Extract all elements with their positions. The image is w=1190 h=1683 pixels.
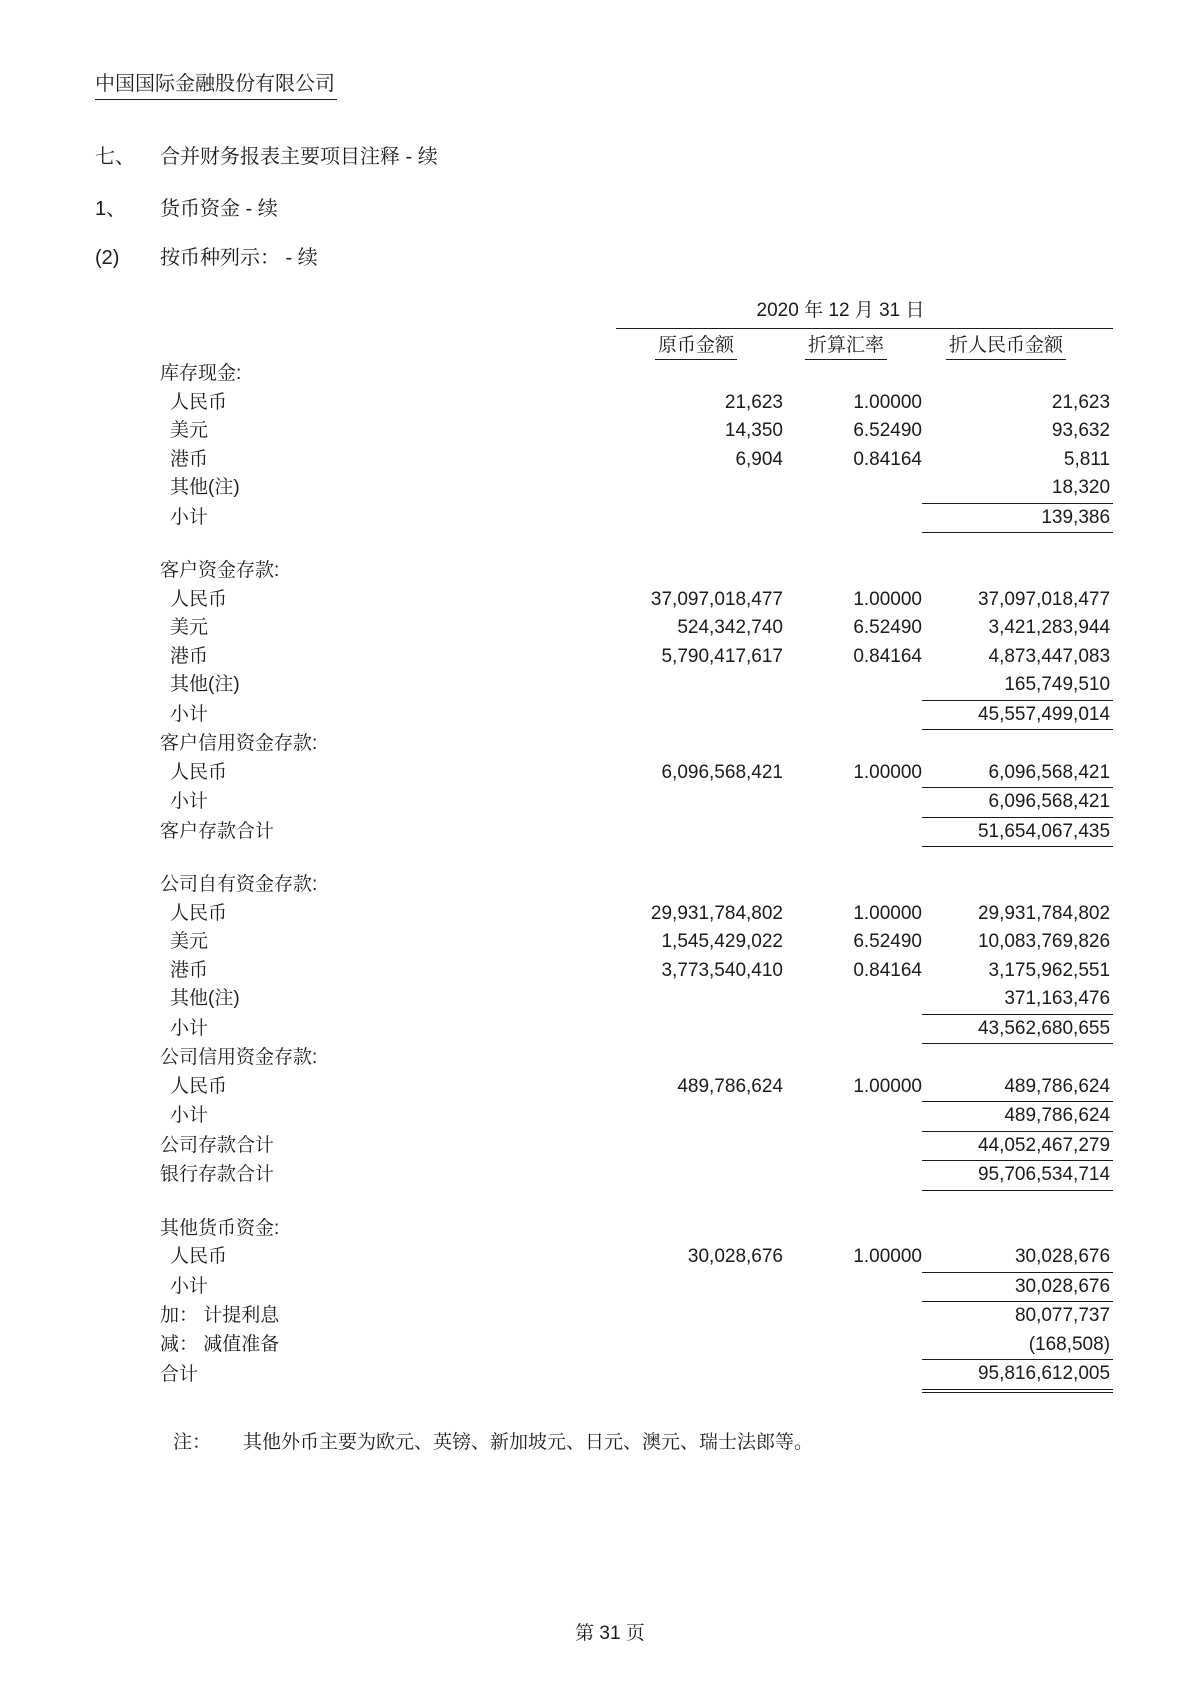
section-row	[158, 557, 1113, 586]
row-label: 客户信用资金存款:	[160, 732, 318, 754]
table-row	[158, 817, 1113, 847]
exchange-rate	[783, 1272, 922, 1302]
original-currency-amount: 6,096,568,421	[661, 761, 783, 783]
section-row	[158, 730, 1113, 759]
rmb-equivalent-amount	[922, 1215, 1113, 1244]
rmb-equivalent-amount: 489,786,624	[922, 1073, 1113, 1102]
exchange-rate	[783, 871, 922, 900]
rmb-equivalent-amount: 45,557,499,014	[922, 700, 1113, 730]
row-label: 人民币	[170, 902, 228, 924]
exchange-rate: 1.00000	[853, 902, 922, 924]
row-label: 小计	[170, 703, 209, 725]
rmb-equivalent-amount: 51,654,067,435	[922, 817, 1113, 847]
original-currency-amount: 1,545,429,022	[661, 931, 783, 952]
exchange-rate	[783, 1360, 922, 1391]
rmb-equivalent-amount: 29,931,784,802	[977, 902, 1111, 924]
table-row	[158, 700, 1113, 730]
original-currency-amount	[520, 503, 783, 533]
original-currency-amount	[520, 1044, 783, 1073]
rmb-equivalent-amount: 18,320	[922, 474, 1113, 503]
table-row	[158, 1014, 1113, 1044]
table-row	[158, 1302, 1113, 1331]
exchange-rate	[783, 474, 922, 503]
rmb-equivalent-amount: 95,706,534,714	[922, 1161, 1113, 1191]
exchange-rate	[783, 700, 922, 730]
section-number: 七、	[95, 146, 135, 168]
row-label: 其他货币资金:	[160, 1217, 280, 1239]
table-row	[158, 446, 1113, 475]
subsection-number: 1、	[95, 198, 127, 220]
rmb-equivalent-amount: (168,508)	[922, 1331, 1113, 1360]
column-header-exchange-rate: 折算汇率	[783, 330, 922, 360]
table-row	[158, 417, 1113, 446]
spacer-row	[158, 533, 1113, 558]
rmb-equivalent-amount: 95,816,612,005	[922, 1360, 1113, 1391]
section-row	[158, 1044, 1113, 1073]
subsection-heading	[95, 196, 278, 222]
exchange-rate	[783, 1302, 922, 1331]
row-label: 港币	[170, 448, 209, 470]
rmb-equivalent-amount: 30,028,676	[922, 1243, 1113, 1272]
rmb-equivalent-amount: 5,811	[1063, 448, 1111, 470]
rmb-equivalent-amount: 6,096,568,421	[922, 788, 1113, 818]
spacer-cell	[158, 1190, 1113, 1215]
row-label: 公司存款合计	[160, 1134, 275, 1156]
table-row	[158, 928, 1113, 957]
original-currency-amount: 14,350	[724, 420, 783, 441]
row-label: 小计	[170, 1017, 209, 1039]
rmb-equivalent-amount: 4,873,447,083	[988, 645, 1111, 667]
original-currency-amount: 37,097,018,477	[650, 588, 783, 610]
rmb-equivalent-amount: 21,623	[1051, 391, 1111, 413]
date-header: 2020 年 12 月 31 日	[616, 296, 1113, 329]
empty-cell	[158, 330, 520, 360]
item-title: 按币种列示： - 续	[160, 247, 318, 269]
exchange-rate: 1.00000	[853, 1075, 922, 1097]
row-label: 小计	[170, 1105, 209, 1126]
exchange-rate: 6.52490	[853, 617, 922, 638]
row-label: 小计	[170, 791, 209, 812]
rmb-equivalent-amount: 3,175,962,551	[988, 959, 1111, 981]
rmb-equivalent-amount	[922, 557, 1113, 586]
row-label: 减： 减值准备	[160, 1333, 280, 1355]
rmb-equivalent-amount: 37,097,018,477	[977, 588, 1111, 610]
original-currency-amount	[520, 1302, 783, 1331]
row-label: 银行存款合计	[160, 1164, 275, 1185]
original-currency-amount: 29,931,784,802	[650, 902, 783, 924]
original-currency-amount	[520, 671, 783, 700]
rmb-equivalent-amount: 30,028,676	[922, 1272, 1113, 1302]
row-label: 人民币	[170, 1246, 228, 1268]
exchange-rate: 6.52490	[853, 931, 922, 952]
spacer-cell	[158, 533, 1113, 558]
row-label: 公司自有资金存款:	[160, 874, 318, 895]
rmb-equivalent-amount	[922, 730, 1113, 759]
rmb-equivalent-amount: 3,421,283,944	[988, 617, 1111, 638]
table-row	[158, 643, 1113, 672]
original-currency-amount	[520, 1161, 783, 1191]
original-currency-amount	[520, 474, 783, 503]
row-label: 公司信用资金存款:	[160, 1046, 318, 1068]
footnote	[173, 1430, 813, 1456]
rmb-equivalent-amount: 139,386	[922, 503, 1113, 533]
exchange-rate	[783, 1102, 922, 1132]
item-heading	[95, 245, 318, 271]
original-currency-amount: 3,773,540,410	[661, 959, 783, 981]
exchange-rate: 1.00000	[853, 588, 922, 610]
exchange-rate	[783, 788, 922, 818]
row-label: 小计	[170, 506, 209, 528]
row-label: 客户资金存款:	[160, 560, 280, 581]
rmb-equivalent-amount: 489,786,624	[922, 1102, 1113, 1132]
section-title: 合并财务报表主要项目注释 - 续	[160, 146, 438, 168]
row-label: 美元	[170, 420, 209, 441]
original-currency-amount	[520, 700, 783, 730]
original-currency-amount	[520, 1360, 783, 1391]
subsection-title: 货币资金 - 续	[160, 198, 278, 220]
table-row	[158, 1331, 1113, 1360]
table-row	[158, 1272, 1113, 1302]
exchange-rate	[783, 985, 922, 1014]
exchange-rate: 0.84164	[853, 645, 922, 667]
exchange-rate	[783, 1131, 922, 1161]
date-header-row	[158, 296, 1113, 330]
original-currency-amount	[520, 1331, 783, 1360]
exchange-rate	[783, 1044, 922, 1073]
rmb-equivalent-amount	[922, 360, 1113, 389]
rmb-equivalent-amount: 165,749,510	[922, 671, 1113, 700]
column-header-row	[158, 330, 1113, 360]
rmb-equivalent-amount: 43,562,680,655	[922, 1014, 1113, 1044]
table-row	[158, 1102, 1113, 1132]
row-label: 客户存款合计	[160, 820, 275, 842]
table-row	[158, 1243, 1113, 1272]
rmb-equivalent-amount	[922, 871, 1113, 900]
table-row	[158, 671, 1113, 700]
exchange-rate	[783, 730, 922, 759]
row-label: 库存现金:	[160, 363, 242, 384]
original-currency-amount: 30,028,676	[687, 1246, 783, 1268]
exchange-rate: 6.52490	[853, 420, 922, 441]
original-currency-amount	[520, 817, 783, 847]
table-row	[158, 759, 1113, 788]
table-row	[158, 788, 1113, 818]
original-currency-amount	[520, 1215, 783, 1244]
exchange-rate	[783, 671, 922, 700]
table-row	[158, 1360, 1113, 1391]
exchange-rate: 0.84164	[853, 959, 922, 981]
table-row	[158, 1131, 1113, 1161]
rmb-equivalent-amount: 10,083,769,826	[977, 931, 1111, 952]
table-row	[158, 586, 1113, 615]
page-number: 第 31 页	[575, 1623, 645, 1644]
row-label: 美元	[170, 931, 209, 952]
spacer-cell	[158, 847, 1113, 872]
table-row	[158, 957, 1113, 986]
exchange-rate: 0.84164	[853, 448, 922, 470]
exchange-rate: 1.00000	[853, 391, 922, 413]
exchange-rate	[783, 1014, 922, 1044]
row-label: 其他(注)	[170, 674, 240, 696]
original-currency-amount: 21,623	[724, 391, 783, 413]
original-currency-amount	[520, 788, 783, 818]
exchange-rate: 1.00000	[853, 761, 922, 783]
company-name: 中国国际金融股份有限公司	[95, 70, 337, 100]
date-header-cell	[520, 296, 1113, 330]
original-currency-amount	[520, 1014, 783, 1044]
table-row	[158, 1073, 1113, 1102]
column-header-rmb-amount: 折人民币金额	[922, 330, 1113, 360]
empty-cell	[158, 296, 520, 330]
exchange-rate	[783, 1331, 922, 1360]
row-label: 合计	[160, 1363, 199, 1385]
currency-breakdown-table	[158, 296, 1113, 1393]
exchange-rate	[783, 1215, 922, 1244]
table-row	[158, 389, 1113, 418]
spacer-row	[158, 847, 1113, 872]
row-label: 其他(注)	[170, 477, 240, 499]
footnote-label: 注：	[173, 1432, 212, 1453]
original-currency-amount	[520, 1131, 783, 1161]
exchange-rate	[783, 503, 922, 533]
original-currency-amount	[520, 1102, 783, 1132]
column-header-original-amount: 原币金额	[520, 330, 783, 360]
rmb-equivalent-amount: 44,052,467,279	[922, 1131, 1113, 1161]
rmb-equivalent-amount: 371,163,476	[922, 985, 1113, 1014]
original-currency-amount	[520, 1272, 783, 1302]
original-currency-amount: 5,790,417,617	[661, 645, 783, 667]
original-currency-amount	[520, 985, 783, 1014]
section-row	[158, 871, 1113, 900]
table-row	[158, 614, 1113, 643]
row-label: 港币	[170, 959, 209, 981]
row-label: 港币	[170, 645, 209, 667]
item-number: (2)	[95, 247, 120, 269]
section-row	[158, 360, 1113, 389]
row-label: 人民币	[170, 588, 228, 610]
row-label: 加： 计提利息	[160, 1304, 280, 1326]
row-label: 人民币	[170, 1075, 228, 1097]
original-currency-amount	[520, 360, 783, 389]
original-currency-amount: 524,342,740	[677, 617, 783, 638]
rmb-equivalent-amount: 93,632	[1051, 420, 1111, 441]
rmb-equivalent-amount: 80,077,737	[1014, 1305, 1111, 1326]
table-row	[158, 503, 1113, 533]
spacer-row	[158, 1190, 1113, 1215]
section-heading	[95, 144, 438, 170]
exchange-rate	[783, 360, 922, 389]
table-body	[158, 360, 1113, 1391]
table-row	[158, 474, 1113, 503]
row-label: 美元	[170, 617, 209, 638]
exchange-rate	[783, 1161, 922, 1191]
rmb-equivalent-amount: 6,096,568,421	[922, 759, 1113, 788]
row-label: 其他(注)	[170, 988, 240, 1010]
original-currency-amount	[520, 557, 783, 586]
original-currency-amount: 489,786,624	[677, 1075, 783, 1097]
original-currency-amount: 6,904	[735, 448, 783, 470]
row-label: 人民币	[170, 761, 228, 783]
table-row	[158, 1161, 1113, 1191]
exchange-rate: 1.00000	[853, 1246, 922, 1268]
table-row	[158, 985, 1113, 1014]
original-currency-amount	[520, 730, 783, 759]
table-row	[158, 900, 1113, 929]
row-label: 人民币	[170, 391, 228, 413]
exchange-rate	[783, 557, 922, 586]
rmb-equivalent-amount	[922, 1044, 1113, 1073]
section-row	[158, 1215, 1113, 1244]
row-label: 小计	[170, 1275, 209, 1297]
original-currency-amount	[520, 871, 783, 900]
footnote-text: 其他外币主要为欧元、英镑、新加坡元、日元、澳元、瑞士法郎等。	[243, 1432, 814, 1453]
exchange-rate	[783, 817, 922, 847]
